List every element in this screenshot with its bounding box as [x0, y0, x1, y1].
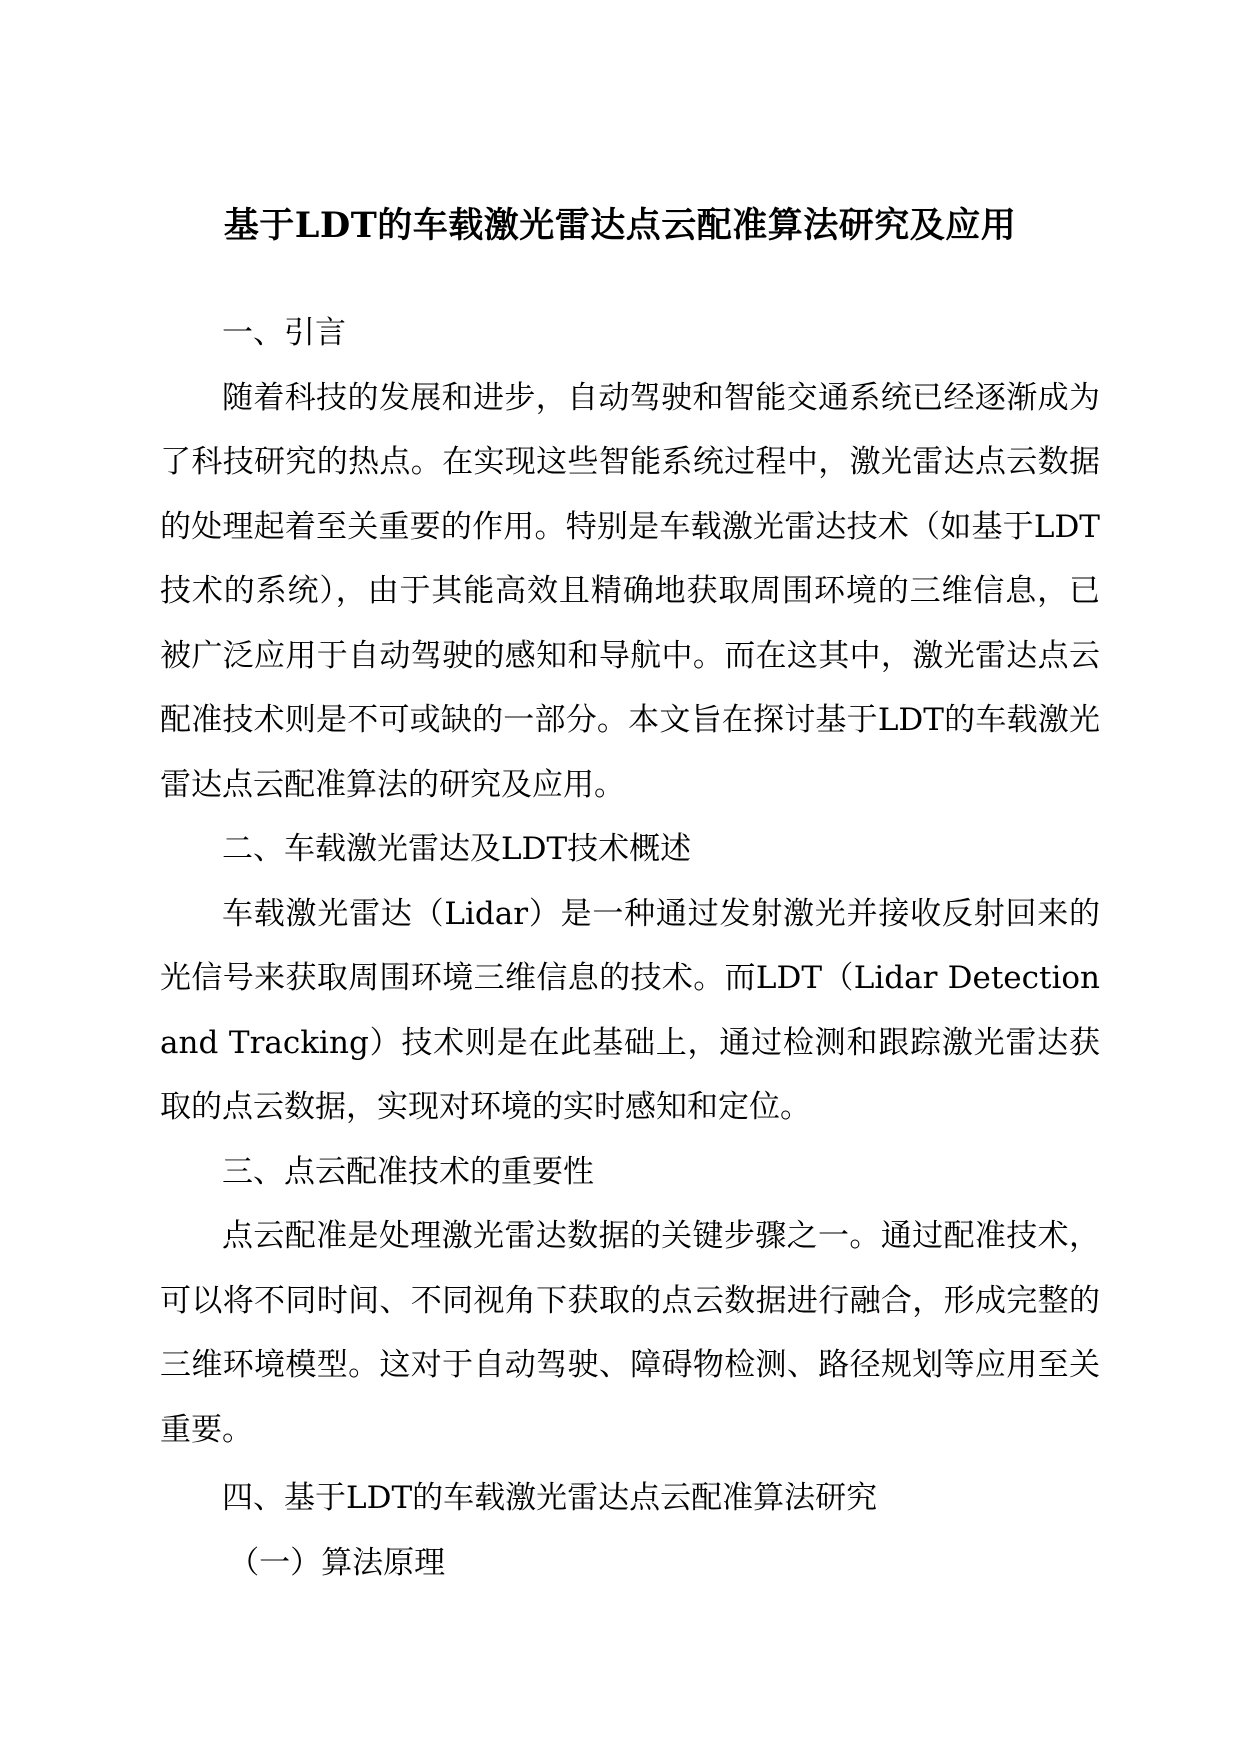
section-heading-lidar-overview: 二、车载激光雷达及LDT技术概述 [222, 831, 692, 867]
paragraph-registration-importance: 点云配准是处理激光雷达数据的关键步骤之一。通过配准技术，可以将不同时间、不同视角下获取的点云数据进行融合，形成完整的三维环境模型。这对于自动驾驶、障碍物检测、路径规划等应用至关重要。 [160, 1218, 1100, 1448]
subsection-heading-algorithm-principle: （一）算法原理 [228, 1544, 446, 1581]
paragraph-introduction: 随着科技的发展和进步，自动驾驶和智能交通系统已经逐渐成为了科技研究的热点。在实现这些智能系统过程中，激光雷达点云数据的处理起着至关重要的作用。特别是车载激光雷达技术（如基于LDT技术的系统），由于其能高效且精确地获取周围环境的三维信息，已被广泛应用于自动驾驶的感知和导航中。而在这其中，激光雷达点云配准技术则是不可或缺的一部分。本文旨在探讨基于LDT的车载激光雷达点云配准算法的研究及应用。 [160, 379, 1100, 803]
document-body [160, 301, 1100, 1595]
document-title: 基于LDT的车载激光雷达点云配准算法研究及应用 [223, 205, 1017, 246]
section-heading-registration-importance: 三、点云配准技术的重要性 [222, 1153, 594, 1190]
paragraph-lidar-overview: 车载激光雷达（Lidar）是一种通过发射激光并接收反射回来的光信号来获取周围环境三维信息的技术。而LDT（Lidar Detection and Tracking）技术则是在此基础上，通过检测和跟踪激光雷达获取的点云数据，实现对环境的实时感知和定位。 [160, 895, 1100, 1125]
section-heading-algorithm-research: 四、基于LDT的车载激光雷达点云配准算法研究 [222, 1480, 878, 1516]
section-heading-introduction: 一、引言 [222, 315, 346, 351]
